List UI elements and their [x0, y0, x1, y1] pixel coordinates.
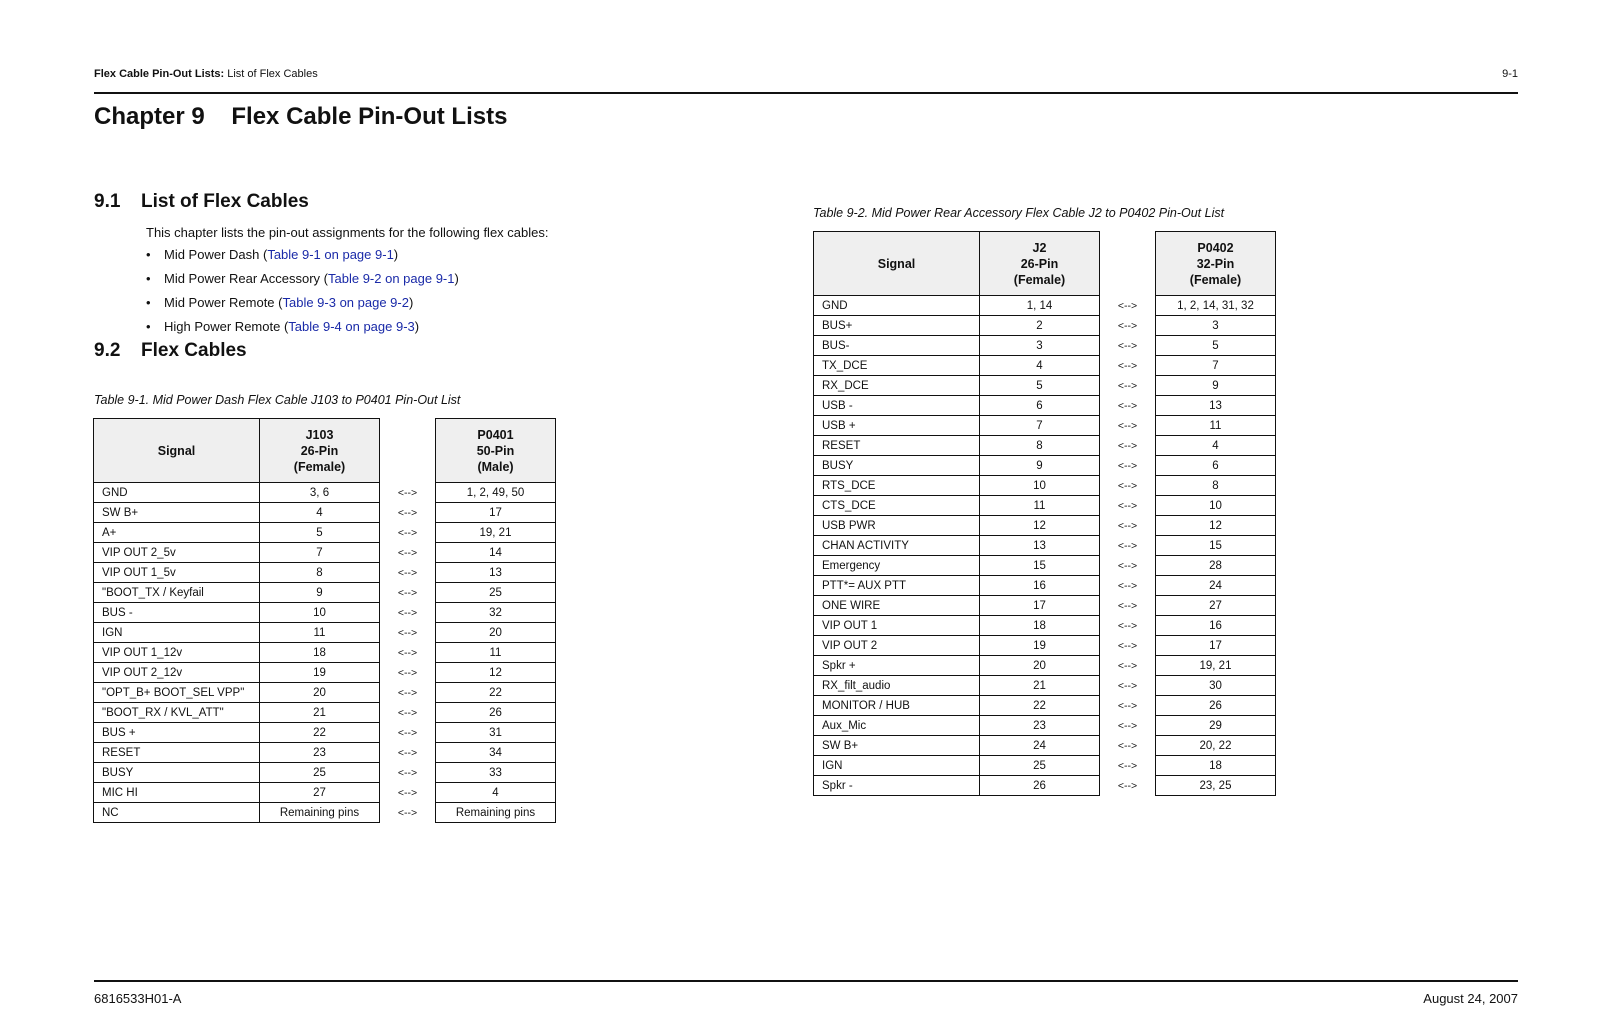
pin-b-cell: 22 — [436, 683, 556, 703]
table-row — [94, 803, 556, 823]
connection-arrow: <--> — [397, 766, 418, 779]
table-row — [94, 483, 556, 503]
pin-a-cell: 26 — [980, 776, 1100, 796]
pin-b-cell: 7 — [1156, 356, 1276, 376]
signal-cell: RX_filt_audio — [814, 676, 980, 696]
pin-b-cell: 20, 22 — [1156, 736, 1276, 756]
pin-a-cell: 10 — [260, 603, 380, 623]
signal-cell: Spkr + — [814, 656, 980, 676]
table-9-1-caption: Table 9-1. Mid Power Dash Flex Cable J103 to P0401 Pin-Out List — [94, 393, 461, 407]
signal-cell: CHAN ACTIVITY — [814, 536, 980, 556]
signal-cell: MONITOR / HUB — [814, 696, 980, 716]
pin-a-cell: 15 — [980, 556, 1100, 576]
pin-b-cell: 26 — [1156, 696, 1276, 716]
table-header-row — [94, 419, 556, 483]
signal-cell: ONE WIRE — [814, 596, 980, 616]
column-header-a — [260, 419, 380, 483]
connection-arrow: <--> — [1117, 779, 1138, 792]
footer-date: August 24, 2007 — [1423, 991, 1518, 1006]
signal-cell: BUSY — [814, 456, 980, 476]
column-header-line: J103 — [305, 427, 334, 442]
connection-arrow: <--> — [397, 606, 418, 619]
signal-cell: IGN — [814, 756, 980, 776]
table-row — [814, 696, 1276, 716]
list-item — [146, 294, 459, 318]
connection-arrow: <--> — [1117, 419, 1138, 432]
table-row — [814, 776, 1276, 796]
table-row — [814, 296, 1276, 316]
signal-cell: VIP OUT 1_12v — [94, 643, 260, 663]
signal-cell: PTT*= AUX PTT — [814, 576, 980, 596]
signal-cell: VIP OUT 1 — [814, 616, 980, 636]
running-header — [94, 68, 1518, 80]
signal-cell: "BOOT_RX / KVL_ATT" — [94, 703, 260, 723]
connection-arrow: <--> — [397, 486, 418, 499]
column-header-line: J2 — [1032, 240, 1047, 255]
table-row — [814, 336, 1276, 356]
table-row — [814, 376, 1276, 396]
pin-a-cell: 10 — [980, 476, 1100, 496]
footer-doc-number: 6816533H01-A — [94, 991, 182, 1006]
bullet-icon: • — [146, 295, 151, 310]
table-row — [814, 416, 1276, 436]
pin-a-cell: 23 — [260, 743, 380, 763]
table-row — [94, 623, 556, 643]
table-row — [94, 683, 556, 703]
pin-b-cell: 18 — [1156, 756, 1276, 776]
list-item — [146, 318, 459, 342]
table-row — [814, 756, 1276, 776]
table-row — [814, 636, 1276, 656]
pin-b-cell: 1, 2, 14, 31, 32 — [1156, 296, 1276, 316]
signal-cell: CTS_DCE — [814, 496, 980, 516]
signal-cell: TX_DCE — [814, 356, 980, 376]
table-row — [94, 783, 556, 803]
pin-a-cell: 25 — [980, 756, 1100, 776]
pin-a-cell: 19 — [980, 636, 1100, 656]
pin-b-cell: 4 — [436, 783, 556, 803]
table-row — [94, 703, 556, 723]
signal-cell: USB PWR — [814, 516, 980, 536]
column-header-b — [1156, 232, 1276, 296]
column-header-line: (Female) — [293, 459, 346, 474]
pin-a-cell: 25 — [260, 763, 380, 783]
table-row — [814, 316, 1276, 336]
connection-arrow: <--> — [397, 566, 418, 579]
column-header-line: (Female) — [1189, 272, 1242, 287]
connection-arrow: <--> — [1117, 379, 1138, 392]
column-header-b — [436, 419, 556, 483]
pin-b-cell: 16 — [1156, 616, 1276, 636]
connection-arrow: <--> — [1117, 459, 1138, 472]
signal-cell: RX_DCE — [814, 376, 980, 396]
connection-arrow: <--> — [1117, 759, 1138, 772]
pin-b-cell: 34 — [436, 743, 556, 763]
pin-b-cell: 17 — [1156, 636, 1276, 656]
column-header-gap — [380, 419, 436, 483]
header-rule — [94, 92, 1518, 94]
signal-cell: RESET — [814, 436, 980, 456]
pin-a-cell: 16 — [980, 576, 1100, 596]
pin-b-cell: 27 — [1156, 596, 1276, 616]
pin-a-cell: 11 — [980, 496, 1100, 516]
cross-reference-link[interactable]: Table 9-3 on page 9-2 — [282, 295, 409, 310]
bullet-icon: • — [146, 247, 151, 262]
table-row — [814, 536, 1276, 556]
connection-arrow: <--> — [1117, 579, 1138, 592]
signal-cell: VIP OUT 2_12v — [94, 663, 260, 683]
pin-b-cell: 12 — [1156, 516, 1276, 536]
pin-a-cell: 22 — [980, 696, 1100, 716]
connection-arrow: <--> — [1117, 359, 1138, 372]
pin-b-cell: Remaining pins — [436, 803, 556, 823]
table-row — [814, 476, 1276, 496]
pin-b-cell: 3 — [1156, 316, 1276, 336]
connection-arrow: <--> — [1117, 559, 1138, 572]
pin-a-cell: 18 — [260, 643, 380, 663]
signal-cell: VIP OUT 1_5v — [94, 563, 260, 583]
chapter-name: Flex Cable Pin-Out Lists — [231, 103, 508, 130]
table-row — [94, 643, 556, 663]
connection-arrow: <--> — [1117, 399, 1138, 412]
table-row — [94, 523, 556, 543]
pin-a-cell: 4 — [980, 356, 1100, 376]
signal-cell: NC — [94, 803, 260, 823]
connection-arrow: <--> — [397, 806, 418, 819]
section-9-1-heading — [94, 191, 309, 213]
pin-a-cell: 18 — [980, 616, 1100, 636]
connection-arrow: <--> — [397, 646, 418, 659]
pin-a-cell: 27 — [260, 783, 380, 803]
pin-b-cell: 4 — [1156, 436, 1276, 456]
pin-b-cell: 19, 21 — [1156, 656, 1276, 676]
signal-cell: IGN — [94, 623, 260, 643]
table-9-1 — [93, 418, 556, 823]
connection-arrow: <--> — [1117, 599, 1138, 612]
table-row — [814, 596, 1276, 616]
signal-cell: RESET — [94, 743, 260, 763]
pin-a-cell: 1, 14 — [980, 296, 1100, 316]
table-row — [94, 603, 556, 623]
pin-a-cell: 13 — [980, 536, 1100, 556]
section-9-2-heading — [94, 340, 247, 362]
connection-arrow: <--> — [1117, 319, 1138, 332]
connection-arrow: <--> — [1117, 739, 1138, 752]
page-footer — [94, 991, 1518, 1006]
signal-cell: A+ — [94, 523, 260, 543]
intro-paragraph: This chapter lists the pin-out assignments for the following flex cables: — [146, 225, 549, 240]
pin-a-cell: 9 — [260, 583, 380, 603]
table-row — [814, 356, 1276, 376]
pin-a-cell: 22 — [260, 723, 380, 743]
pin-b-cell: 29 — [1156, 716, 1276, 736]
table-row — [814, 716, 1276, 736]
connection-arrow: <--> — [397, 546, 418, 559]
pin-b-cell: 15 — [1156, 536, 1276, 556]
pin-b-cell: 6 — [1156, 456, 1276, 476]
section-title: Flex Cables — [141, 340, 247, 361]
pin-a-cell: 4 — [260, 503, 380, 523]
pin-b-cell: 24 — [1156, 576, 1276, 596]
pin-b-cell: 20 — [436, 623, 556, 643]
connection-arrow: <--> — [1117, 659, 1138, 672]
column-header-line: 50-Pin — [476, 443, 515, 458]
pin-b-cell: 14 — [436, 543, 556, 563]
pin-b-cell: 30 — [1156, 676, 1276, 696]
pin-a-cell: 5 — [260, 523, 380, 543]
pin-b-cell: 26 — [436, 703, 556, 723]
connection-arrow: <--> — [1117, 699, 1138, 712]
connection-arrow: <--> — [397, 746, 418, 759]
list-item-text: Mid Power Dash ( — [164, 247, 268, 262]
pin-a-cell: 7 — [980, 416, 1100, 436]
list-item — [146, 246, 459, 270]
connection-arrow: <--> — [1117, 339, 1138, 352]
pin-b-cell: 8 — [1156, 476, 1276, 496]
connection-arrow: <--> — [397, 666, 418, 679]
pin-b-cell: 28 — [1156, 556, 1276, 576]
cross-reference-link[interactable]: Table 9-1 on page 9-1 — [267, 247, 394, 262]
list-item-end: ) — [408, 295, 414, 310]
pin-b-cell: 13 — [1156, 396, 1276, 416]
signal-cell: VIP OUT 2 — [814, 636, 980, 656]
pin-a-cell: 12 — [980, 516, 1100, 536]
table-row — [814, 736, 1276, 756]
pin-b-cell: 12 — [436, 663, 556, 683]
pin-a-cell: 8 — [260, 563, 380, 583]
list-item-end: ) — [393, 247, 399, 262]
list-item-text: Mid Power Remote ( — [164, 295, 283, 310]
column-header-signal: Signal — [814, 232, 980, 296]
table-row — [814, 436, 1276, 456]
signal-cell: USB - — [814, 396, 980, 416]
signal-cell: BUS+ — [814, 316, 980, 336]
list-item-end: ) — [454, 271, 459, 286]
table-row — [94, 743, 556, 763]
bullet-icon: • — [146, 271, 151, 286]
connection-arrow: <--> — [397, 726, 418, 739]
cable-list — [146, 246, 459, 342]
column-header-line: (Male) — [477, 459, 514, 474]
list-item-text: Mid Power Rear Accessory ( — [164, 271, 328, 286]
signal-cell: MIC HI — [94, 783, 260, 803]
pin-a-cell: 21 — [260, 703, 380, 723]
column-header-gap — [1100, 232, 1156, 296]
table-row — [94, 543, 556, 563]
connection-arrow: <--> — [1117, 619, 1138, 632]
connection-arrow: <--> — [1117, 519, 1138, 532]
pin-b-cell: 11 — [1156, 416, 1276, 436]
signal-cell: Emergency — [814, 556, 980, 576]
pin-a-cell: 19 — [260, 663, 380, 683]
signal-cell: VIP OUT 2_5v — [94, 543, 260, 563]
section-title: List of Flex Cables — [141, 191, 309, 212]
table-row — [814, 396, 1276, 416]
connection-arrow: <--> — [397, 526, 418, 539]
connection-arrow: <--> — [397, 706, 418, 719]
connection-arrow: <--> — [397, 686, 418, 699]
pin-a-cell: 20 — [260, 683, 380, 703]
table-row — [94, 763, 556, 783]
pin-a-cell: 9 — [980, 456, 1100, 476]
connection-arrow: <--> — [1117, 639, 1138, 652]
pin-b-cell: 17 — [436, 503, 556, 523]
signal-cell: SW B+ — [814, 736, 980, 756]
column-header-line: 32-Pin — [1196, 256, 1235, 271]
connection-arrow: <--> — [397, 586, 418, 599]
table-row — [94, 583, 556, 603]
signal-cell: BUS- — [814, 336, 980, 356]
signal-cell: RTS_DCE — [814, 476, 980, 496]
table-row — [814, 516, 1276, 536]
pin-b-cell: 33 — [436, 763, 556, 783]
signal-cell: "BOOT_TX / Keyfail — [94, 583, 260, 603]
column-header-line: P0401 — [477, 427, 514, 442]
cross-reference-link[interactable]: Table 9-4 on page 9-3 — [288, 319, 415, 334]
connection-arrow: <--> — [1117, 499, 1138, 512]
pin-a-cell: 21 — [980, 676, 1100, 696]
signal-cell: "OPT_B+ BOOT_SEL VPP" — [94, 683, 260, 703]
pin-a-cell: 3 — [980, 336, 1100, 356]
bullet-icon: • — [146, 319, 151, 334]
pin-a-cell: 5 — [980, 376, 1100, 396]
table-9-2 — [813, 231, 1276, 796]
pin-a-cell: 17 — [980, 596, 1100, 616]
table-row — [814, 456, 1276, 476]
table-row — [814, 676, 1276, 696]
table-row — [94, 663, 556, 683]
pin-b-cell: 13 — [436, 563, 556, 583]
connection-arrow: <--> — [397, 506, 418, 519]
list-item-text: High Power Remote ( — [164, 319, 289, 334]
cross-reference-link[interactable]: Table 9-2 on page 9-1 — [328, 271, 455, 286]
section-number: 9.1 — [94, 191, 121, 212]
column-header-signal: Signal — [94, 419, 260, 483]
column-header-line: 26-Pin — [1020, 256, 1059, 271]
signal-cell: GND — [94, 483, 260, 503]
pin-b-cell: 32 — [436, 603, 556, 623]
connection-arrow: <--> — [1117, 679, 1138, 692]
connection-arrow: <--> — [1117, 539, 1138, 552]
pin-b-cell: 31 — [436, 723, 556, 743]
section-number: 9.2 — [94, 340, 121, 361]
signal-cell: SW B+ — [94, 503, 260, 523]
table-row — [814, 616, 1276, 636]
connection-arrow: <--> — [1117, 299, 1138, 312]
pin-a-cell: 7 — [260, 543, 380, 563]
list-item — [146, 270, 459, 294]
pin-a-cell: 20 — [980, 656, 1100, 676]
connection-arrow: <--> — [397, 626, 418, 639]
table-row — [94, 723, 556, 743]
pin-a-cell: 23 — [980, 716, 1100, 736]
signal-cell: BUSY — [94, 763, 260, 783]
pin-b-cell: 5 — [1156, 336, 1276, 356]
pin-b-cell: 25 — [436, 583, 556, 603]
table-header-row — [814, 232, 1276, 296]
connection-arrow: <--> — [397, 786, 418, 799]
table-row — [814, 556, 1276, 576]
chapter-title — [94, 103, 507, 131]
table-row — [94, 503, 556, 523]
pin-a-cell: 3, 6 — [260, 483, 380, 503]
table-row — [94, 563, 556, 583]
column-header-a — [980, 232, 1100, 296]
pin-a-cell: 8 — [980, 436, 1100, 456]
footer-rule — [94, 980, 1518, 982]
column-header-line: P0402 — [1197, 240, 1234, 255]
signal-cell: GND — [814, 296, 980, 316]
header-section-rest: List of Flex Cables — [224, 68, 318, 80]
signal-cell: USB + — [814, 416, 980, 436]
column-header-line: 26-Pin — [300, 443, 339, 458]
pin-b-cell: 9 — [1156, 376, 1276, 396]
connection-arrow: <--> — [1117, 439, 1138, 452]
pin-a-cell: 2 — [980, 316, 1100, 336]
table-row — [814, 576, 1276, 596]
column-header-line: (Female) — [1013, 272, 1066, 287]
table-row — [814, 656, 1276, 676]
header-page-number: 9-1 — [1502, 68, 1518, 80]
pin-b-cell: 19, 21 — [436, 523, 556, 543]
signal-cell: BUS - — [94, 603, 260, 623]
pin-a-cell: 24 — [980, 736, 1100, 756]
signal-cell: Aux_Mic — [814, 716, 980, 736]
signal-cell: Spkr - — [814, 776, 980, 796]
pin-a-cell: 11 — [260, 623, 380, 643]
pin-a-cell: 6 — [980, 396, 1100, 416]
chapter-label: Chapter 9 — [94, 103, 205, 130]
pin-b-cell: 11 — [436, 643, 556, 663]
table-row — [814, 496, 1276, 516]
table-9-2-caption: Table 9-2. Mid Power Rear Accessory Flex Cable J2 to P0402 Pin-Out List — [813, 206, 1225, 220]
header-section-bold: Flex Cable Pin-Out Lists: — [94, 68, 225, 80]
connection-arrow: <--> — [1117, 719, 1138, 732]
list-item-end: ) — [414, 319, 420, 334]
pin-b-cell: 1, 2, 49, 50 — [436, 483, 556, 503]
connection-arrow: <--> — [1117, 479, 1138, 492]
signal-cell: BUS + — [94, 723, 260, 743]
pin-b-cell: 10 — [1156, 496, 1276, 516]
pin-a-cell: Remaining pins — [260, 803, 380, 823]
pin-b-cell: 23, 25 — [1156, 776, 1276, 796]
